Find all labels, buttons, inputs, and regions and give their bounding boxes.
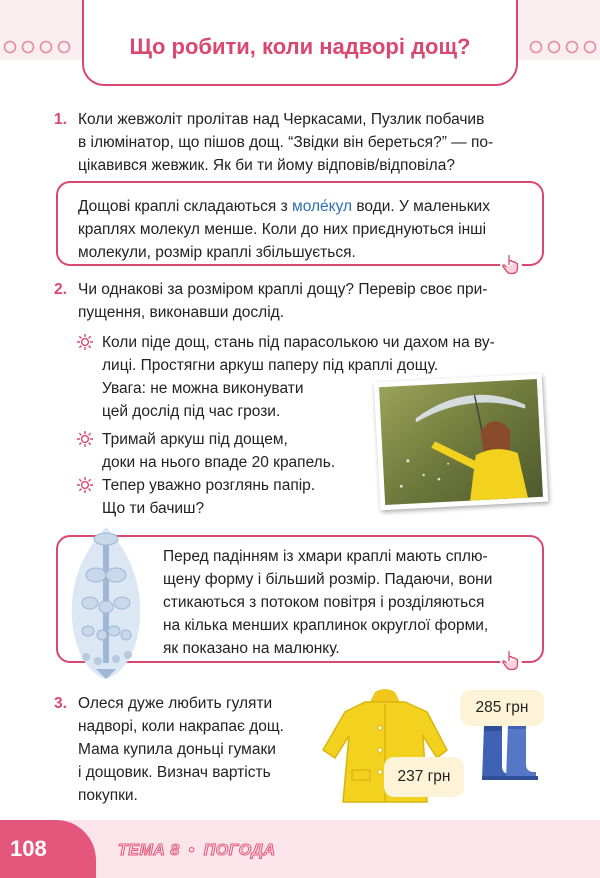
page-number: 108 xyxy=(10,836,47,861)
task-3-number: 3. xyxy=(54,695,67,712)
title-box xyxy=(82,0,518,86)
molecules-term: моле́кул xyxy=(292,198,353,215)
info-1-line: молекули, розмір краплі збільшується. xyxy=(78,244,356,261)
experiment-step-2: Тримай аркуш під дощем, доки на нього впаде 20 крапель. xyxy=(102,428,372,474)
sun-bullet-icon xyxy=(76,476,94,494)
experiment-step-3: Тепер уважно розглянь папір. Що ти бачиш? xyxy=(102,474,372,520)
task-2-line: Чи однакові за розміром краплі дощу? Перевір своє при- xyxy=(78,281,488,298)
price-tag-raincoat: 237 грн xyxy=(384,757,464,797)
info-1-line: краплях молекул менше. Коли до них приєднуються інші xyxy=(78,221,487,238)
raindrop-diagram xyxy=(62,523,152,683)
task-1-line: в ілюмінатор, що пішов дощ. “Звідки він береться?” — по- xyxy=(78,134,494,151)
task-1-line: Коли жевжоліт пролітав над Черкасами, Пузлик побачив xyxy=(78,111,485,128)
task-2-line: пущення, виконавши дослід. xyxy=(78,304,285,321)
info-2-text: Перед падінням із хмари краплі мають сплю- щену форму і більший розмір. Падаючи, вони стикаються з потоком повітря і розділяються на кілька менших краплинок округлої форми, як показано на малюнку. xyxy=(163,548,493,657)
task-1-line: цікавився жевжик. Як би ти йому відповів/відповіла? xyxy=(78,157,455,174)
footer-topic xyxy=(118,842,276,860)
price-tag-boots: 285 грн xyxy=(460,690,544,726)
task-2 xyxy=(54,278,548,324)
task-2-number: 2. xyxy=(54,281,67,298)
sun-bullet-icon xyxy=(76,333,94,351)
experiment-step-1: Коли піде дощ, стань під парасолькою чи дахом на ву- лиці. Простягни аркуш паперу під краплі дощу. Увага: не можна виконувати цей дослід під час грози. xyxy=(102,331,552,423)
topic-name: ПОГОДА xyxy=(203,842,276,859)
sun-bullet-icon xyxy=(76,430,94,448)
topic-separator: • xyxy=(188,842,195,859)
topic-number: ТЕМА 8 xyxy=(118,842,180,859)
task-3: 3. Олеся дуже любить гуляти надворі, коли накрапає дощ. Мама купила доньці гумаки і дощовик. Визнач вартість покупки. xyxy=(78,692,328,807)
rubber-boots-image xyxy=(478,722,540,782)
hand-pointer-icon xyxy=(500,648,522,672)
info-box-molecules xyxy=(56,181,544,266)
task-1 xyxy=(54,108,548,177)
hand-pointer-icon xyxy=(500,252,522,276)
task-1-number: 1. xyxy=(54,111,67,128)
girl-with-umbrella-photo xyxy=(374,374,548,511)
page-title: Що робити, коли надворі дощ? xyxy=(129,34,471,59)
info-1-line: Дощові краплі складаються з моле́кул води. У маленьких xyxy=(78,198,490,215)
